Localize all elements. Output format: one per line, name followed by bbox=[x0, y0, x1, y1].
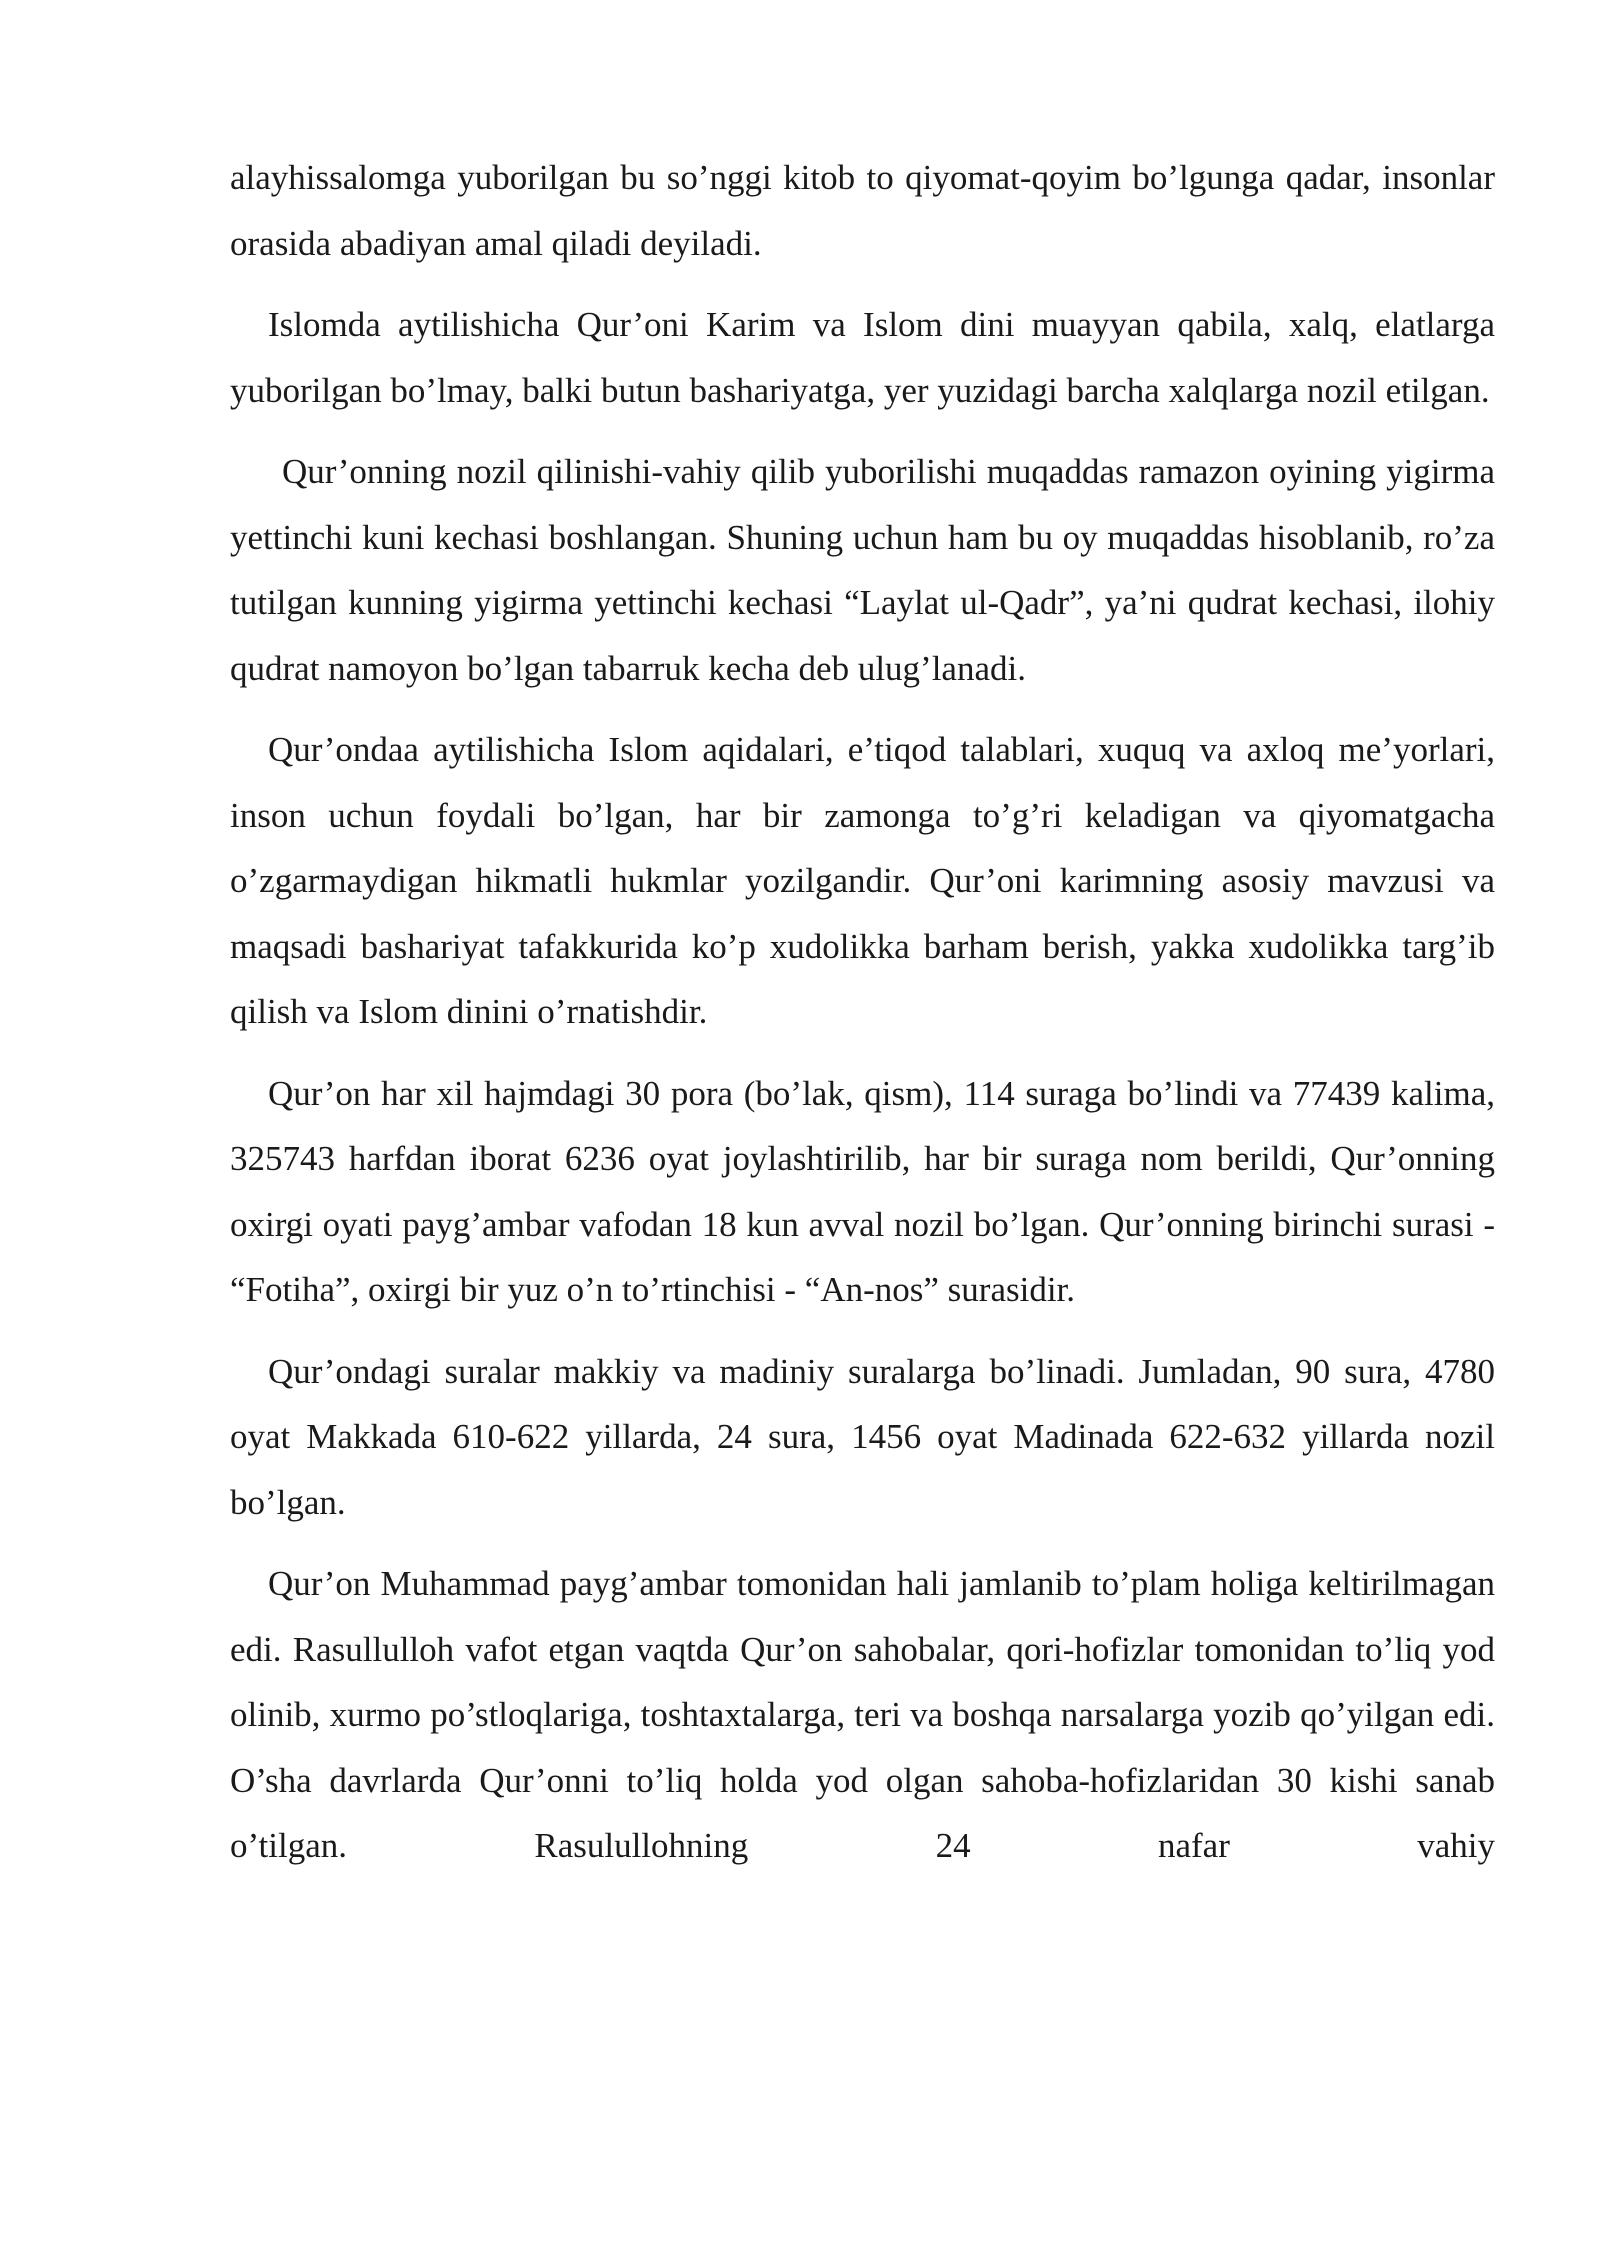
paragraph-6: Qur’ondagi suralar makkiy va madiniy suralarga bo’linadi. Jumladan, 90 sura, 4780 oyat Makkada 610-622 yillarda, 24 sura, 1456 oyat Madinada 622-632 yillarda nozil bo’lgan. bbox=[230, 1351, 1495, 1522]
document-body bbox=[230, 145, 1495, 1895]
paragraph-7: Qur’on Muhammad payg’ambar tomonidan hali jamlanib to’plam holiga keltirilmagan edi. Rasullulloh vafot etgan vaqtda Qur’on sahobalar, qori-hofizlar tomonidan to’liq yod olinib, xurmo po’stloqlariga, toshtaxtalarga, teri va boshqa narsalarga yozib qo’yilgan edi. O’sha davrlarda Qur’onni to’liq holda yod olgan sahoba-hofizlaridan 30 kishi sanab o’tilgan. Rasulullohning 24 nafar vahiy bbox=[230, 1564, 1495, 1865]
paragraph-2: Islomda aytilishicha Qur’oni Karim va Islom dini muayyan qabila, xalq, elatlarga yuborilgan bo’lmay, balki butun bashariyatga, yer yuzidagi barcha xalqlarga nozil etilgan. bbox=[230, 305, 1495, 410]
paragraph-4: Qur’ondaa aytilishicha Islom aqidalari, e’tiqod talablari, xuquq va axloq me’yorlari, inson uchun foydali bo’lgan, har bir zamonga to’g’ri keladigan va qiyomatgacha o’zgarmaydigan hikmatli hukmlar yozilgandir. Qur’oni karimning asosiy mavzusi va maqsadi bashariyat tafakkurida ko’p xudolikka barham berish, yakka xudolikka targ’ib qilish va Islom dinini o’rnatishdir. bbox=[230, 730, 1495, 1031]
paragraph-5: Qur’on har xil hajmdagi 30 pora (bo’lak, qism), 114 suraga bo’lindi va 77439 kalima, 325743 harfdan iborat 6236 oyat joylashtirilib, har bir suraga nom berildi, Qur’onning oxirgi oyati payg’ambar vafodan 18 kun avval nozil bo’lgan. Qur’onning birinchi surasi - “Fotiha”, oxirgi bir yuz o’n to’rtinchisi - “An-nos” surasidir. bbox=[230, 1073, 1495, 1309]
paragraph-3: Qur’onning nozil qilinishi-vahiy qilib yuborilishi muqaddas ramazon oyining yigirma yettinchi kuni kechasi boshlangan. Shuning uchun ham bu oy muqaddas hisoblanib, ro’za tutilgan kunning yigirma yettinchi kechasi “Laylat ul-Qadr”, ya’ni qudrat kechasi, ilohiy qudrat namoyon bo’lgan tabarruk kecha deb ulug’lanadi. bbox=[230, 452, 1495, 688]
paragraph-1: alayhissalomga yuborilgan bu so’nggi kitob to qiyomat-qoyim bo’lgunga qadar, insonlar orasida abadiyan amal qiladi deyiladi. bbox=[230, 158, 1495, 263]
